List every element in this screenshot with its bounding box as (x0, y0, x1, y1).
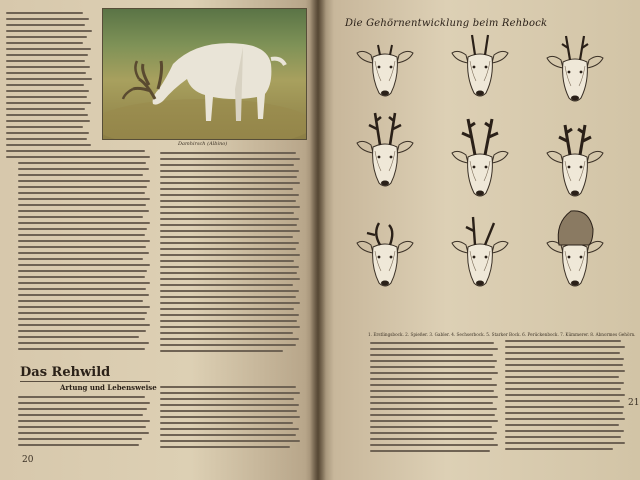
head-6 (547, 125, 603, 196)
section-subheading: Artung und Lebensweise (60, 383, 157, 392)
plate-caption: 1. Erstlingsbock. 2. Spießer. 3. Gabler. 4. Sechserbock. 5. Starker Bock. 6. Perückenbock. 7. Kümmerer. 8. Abnormes Gehörn. (368, 332, 636, 337)
page-number-right: 21 (628, 398, 640, 408)
fallow-deer-illustration (103, 9, 306, 139)
head-9 (547, 211, 603, 286)
page-number-left: 20 (22, 455, 34, 465)
left-page-bottom-text-column-2 (160, 386, 300, 452)
head-3 (547, 36, 603, 101)
head-7 (357, 223, 413, 286)
left-page-bottom-text-column-1 (18, 396, 150, 450)
head-5 (452, 119, 508, 196)
left-page-top-text-column (6, 12, 96, 162)
plate-title: Die Gehörnentwicklung beim Rehbock (345, 18, 548, 29)
left-page-right-text-column (160, 152, 300, 356)
head-8 (452, 217, 508, 286)
right-page-bottom-text-column-2 (505, 340, 625, 454)
fallow-deer-photo (102, 8, 307, 140)
antler-development-illustrations (330, 28, 630, 328)
left-page-middle-text-column (18, 150, 150, 354)
photo-caption: Damhirsch (Albino) (178, 141, 228, 147)
roe-buck-heads-plate (330, 28, 630, 332)
head-2 (452, 35, 508, 96)
book-gutter-shadow (310, 0, 326, 480)
left-page (0, 0, 318, 480)
right-page-bottom-text-column-1 (370, 342, 498, 456)
head-1 (357, 45, 413, 96)
section-heading: Das Rehwild (20, 365, 111, 380)
head-4 (357, 113, 413, 186)
heading-rule (20, 381, 150, 382)
